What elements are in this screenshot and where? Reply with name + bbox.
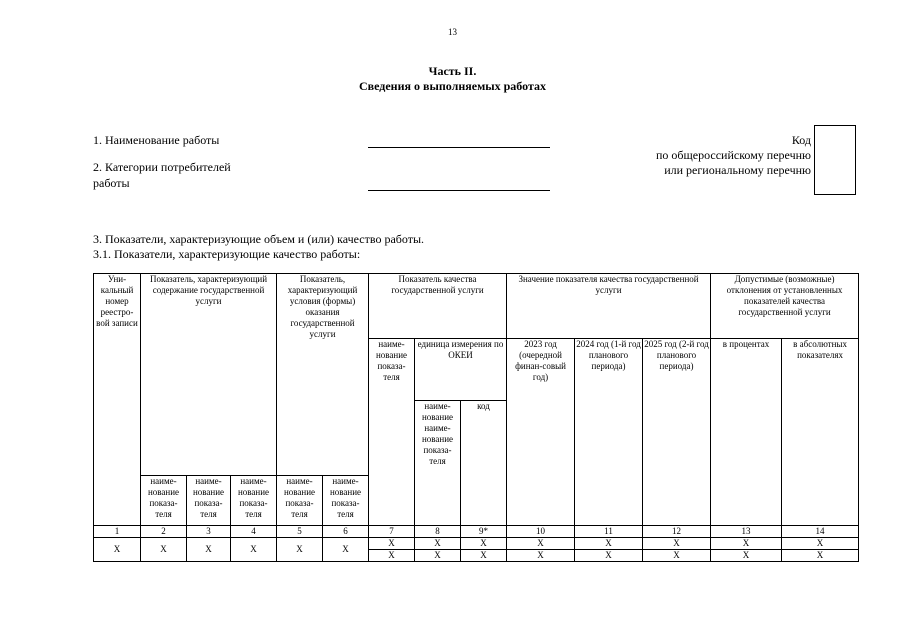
col-number: 1 [94,526,141,538]
sub-header-name-6: наиме-нование показа-теля [323,476,369,526]
cell-x: X [507,538,575,550]
cell-x: X [507,550,575,562]
col-number: 5 [277,526,323,538]
col-number: 11 [575,526,643,538]
cell-x: X [575,538,643,550]
cell-x: X [277,538,323,562]
header-conditions-indicator: Показатель, характеризующий условия (формы) оказания государственной услуги [277,274,369,476]
page-number: 13 [448,27,457,37]
col-number: 6 [323,526,369,538]
consumers-label-line2: работы [93,176,130,190]
col-number: 13 [711,526,782,538]
section3-heading: 3. Показатели, характеризующие объем и (или) качество работы. [93,232,425,246]
work-name-line [368,147,550,148]
cell-x: X [575,550,643,562]
cell-x: X [782,550,859,562]
header-unit: единица измерения по ОКЕИ [415,339,507,401]
header-year-2024: 2024 год (1-й год планового периода) [575,339,643,526]
cell-x: X [415,550,461,562]
code-box [814,125,856,195]
col-number: 10 [507,526,575,538]
col-number: 4 [231,526,277,538]
col-number: 12 [643,526,711,538]
cell-x: X [369,550,415,562]
sub-header-name-5: наиме-нование показа-теля [277,476,323,526]
code-label-line2: по общероссийскому перечню [656,148,811,162]
col-number: 14 [782,526,859,538]
cell-x: X [94,538,141,562]
cell-x: X [323,538,369,562]
cell-x: X [643,550,711,562]
header-indicator-name: наиме-нование показа-теля [369,339,415,526]
col-number: 7 [369,526,415,538]
col-number: 2 [141,526,187,538]
header-quality-value: Значение показателя качества государственной услуги [507,274,711,339]
cell-x: X [231,538,277,562]
cell-x: X [141,538,187,562]
code-label-line3: или региональному перечню [664,163,811,177]
header-unit-code: код [461,401,507,526]
code-label-line1: Код [791,133,811,147]
section31-heading: 3.1. Показатели, характеризующие качество работы: [93,247,361,261]
header-quality-indicator: Показатель качества государственной услуги [369,274,507,339]
work-name-label: 1. Наименование работы [93,133,220,147]
header-deviations: Допустимые (возможные) отклонения от установленных показателей качества государственной услуги [711,274,859,339]
header-unit-name: наиме-нование наиме-нование показа-теля [415,401,461,526]
cell-x: X [415,538,461,550]
code-label [551,133,811,178]
sub-header-name-3: наиме-нование показа-теля [187,476,231,526]
section-title: Сведения о выполняемых работах [358,79,547,93]
cell-x: X [643,538,711,550]
cell-x: X [187,538,231,562]
cell-x: X [711,538,782,550]
consumers-line [368,190,550,191]
cell-x: X [461,550,507,562]
sub-header-name-4: наиме-нование показа-теля [231,476,277,526]
col-number: 8 [415,526,461,538]
header-year-2023: 2023 год (очередной финан-совый год) [507,339,575,526]
cell-x: X [711,550,782,562]
header-unique-number: Уни-кальный номер реестро-вой записи [94,274,141,526]
col-number: 9* [461,526,507,538]
cell-x: X [369,538,415,550]
consumers-label-line1: 2. Категории потребителей [93,160,231,174]
header-content-indicator: Показатель, характеризующий содержание государственной услуги [141,274,277,476]
quality-indicators-table [93,273,859,562]
sub-header-name-2: наиме-нование показа-теля [141,476,187,526]
header-year-2025: 2025 год (2-й год планового периода) [643,339,711,526]
cell-x: X [461,538,507,550]
header-absolute: в абсолютных показателях [782,339,859,526]
header-percent: в процентах [711,339,782,526]
cell-x: X [782,538,859,550]
part-heading: Часть II. [428,64,477,78]
col-number: 3 [187,526,231,538]
